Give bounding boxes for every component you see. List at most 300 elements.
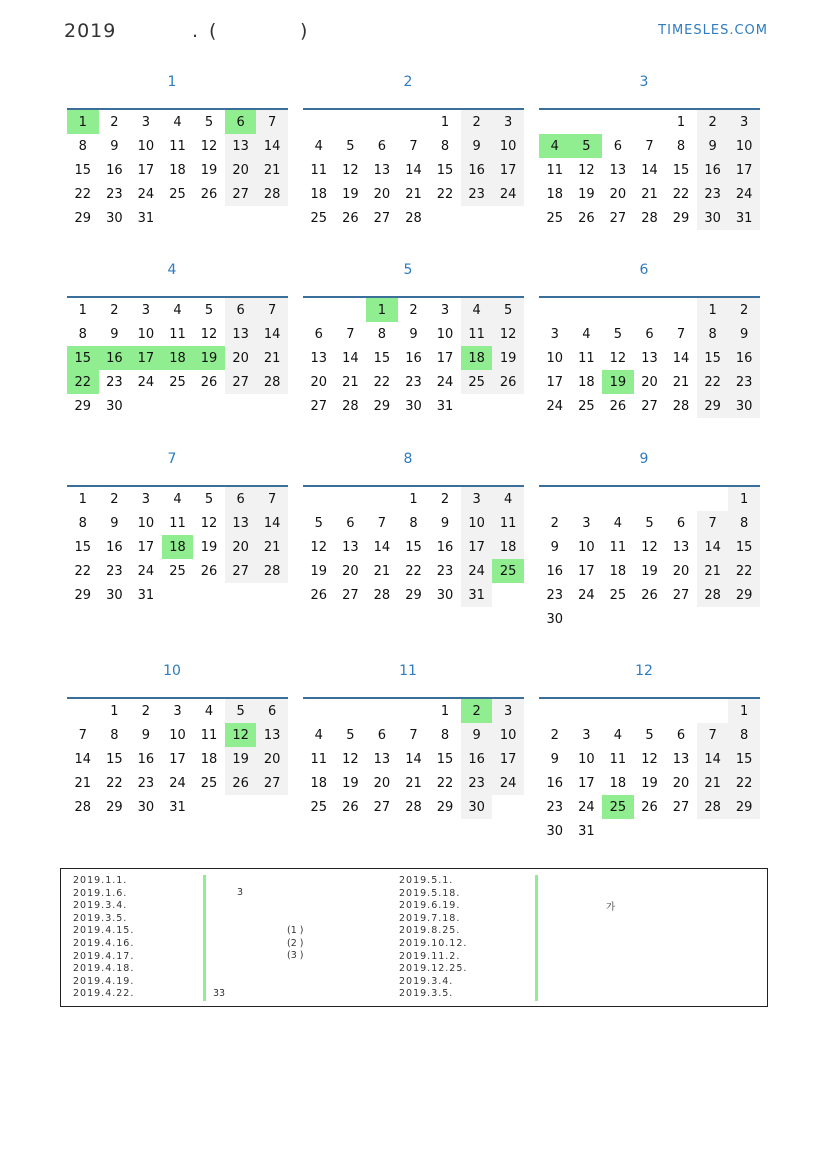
day-cell[interactable]: 26 bbox=[200, 374, 218, 390]
day-cell[interactable]: 3 bbox=[728, 110, 760, 134]
day-cell[interactable]: 10 bbox=[546, 350, 564, 366]
day-cell[interactable]: 30 bbox=[405, 398, 422, 414]
day-cell[interactable]: 27 bbox=[310, 398, 328, 414]
day-cell[interactable]: 11 bbox=[200, 727, 218, 743]
day-cell[interactable]: 25 bbox=[578, 398, 595, 414]
day-cell[interactable]: 15 bbox=[728, 535, 760, 559]
day-cell[interactable]: 13 bbox=[225, 134, 257, 158]
day-cell[interactable]: 15 bbox=[67, 346, 99, 370]
day-cell[interactable]: 29 bbox=[728, 583, 760, 607]
day-cell[interactable]: 6 bbox=[346, 515, 355, 531]
day-cell[interactable]: 19 bbox=[342, 775, 359, 791]
day-cell[interactable]: 24 bbox=[578, 799, 595, 815]
day-cell[interactable]: 7 bbox=[377, 515, 387, 531]
day-cell[interactable]: 26 bbox=[342, 799, 359, 815]
day-cell[interactable]: 17 bbox=[137, 162, 155, 178]
day-cell[interactable]: 6 bbox=[377, 138, 387, 154]
day-cell[interactable]: 29 bbox=[373, 398, 391, 414]
day-cell[interactable]: 17 bbox=[546, 374, 564, 390]
day-cell[interactable]: 20 bbox=[672, 775, 690, 791]
day-cell[interactable]: 21 bbox=[256, 346, 288, 370]
day-cell[interactable]: 9 bbox=[461, 723, 493, 747]
day-cell[interactable]: 12 bbox=[225, 723, 257, 747]
day-cell[interactable]: 10 bbox=[436, 326, 454, 342]
day-cell[interactable]: 11 bbox=[169, 326, 186, 342]
day-cell[interactable]: 18 bbox=[162, 346, 194, 370]
day-cell[interactable]: 24 bbox=[137, 186, 155, 202]
day-cell[interactable]: 27 bbox=[342, 587, 359, 603]
day-cell[interactable]: 26 bbox=[200, 186, 218, 202]
day-cell[interactable]: 19 bbox=[200, 539, 218, 555]
day-cell[interactable]: 9 bbox=[697, 134, 729, 158]
day-cell[interactable]: 28 bbox=[342, 398, 359, 414]
day-cell[interactable]: 6 bbox=[225, 110, 257, 134]
day-cell[interactable]: 4 bbox=[173, 302, 182, 318]
day-cell[interactable]: 17 bbox=[578, 563, 595, 579]
day-cell[interactable]: 4 bbox=[204, 703, 214, 719]
day-cell[interactable]: 21 bbox=[405, 186, 422, 202]
day-cell[interactable]: 24 bbox=[169, 775, 186, 791]
day-cell[interactable]: 23 bbox=[546, 799, 564, 815]
day-cell[interactable]: 15 bbox=[405, 539, 422, 555]
day-cell[interactable]: 12 bbox=[342, 751, 359, 767]
day-cell[interactable]: 29 bbox=[672, 210, 690, 226]
day-cell[interactable]: 20 bbox=[672, 563, 690, 579]
day-cell[interactable]: 22 bbox=[405, 563, 422, 579]
day-cell[interactable]: 26 bbox=[641, 799, 658, 815]
day-cell[interactable]: 27 bbox=[609, 210, 627, 226]
day-cell[interactable]: 6 bbox=[377, 727, 387, 743]
day-cell[interactable]: 29 bbox=[728, 795, 760, 819]
day-cell[interactable]: 15 bbox=[373, 350, 391, 366]
day-cell[interactable]: 3 bbox=[492, 110, 524, 134]
day-cell[interactable]: 26 bbox=[641, 587, 658, 603]
day-cell[interactable]: 17 bbox=[169, 751, 186, 767]
day-cell[interactable]: 7 bbox=[409, 138, 418, 154]
day-cell[interactable]: 13 bbox=[310, 350, 328, 366]
day-cell[interactable]: 9 bbox=[440, 515, 450, 531]
day-cell[interactable]: 14 bbox=[672, 350, 690, 366]
day-cell[interactable]: 30 bbox=[137, 799, 155, 815]
day-cell[interactable]: 20 bbox=[225, 158, 257, 182]
day-cell[interactable]: 12 bbox=[310, 539, 328, 555]
day-cell[interactable]: 21 bbox=[256, 158, 288, 182]
day-cell[interactable]: 30 bbox=[106, 587, 123, 603]
day-cell[interactable]: 27 bbox=[373, 210, 391, 226]
day-cell[interactable]: 30 bbox=[436, 587, 454, 603]
day-cell[interactable]: 16 bbox=[405, 350, 422, 366]
day-cell[interactable]: 30 bbox=[106, 398, 123, 414]
day-cell[interactable]: 11 bbox=[578, 350, 595, 366]
day-cell[interactable]: 12 bbox=[200, 515, 218, 531]
day-cell[interactable]: 4 bbox=[173, 114, 182, 130]
day-cell[interactable]: 18 bbox=[310, 775, 328, 791]
day-cell[interactable]: 9 bbox=[550, 539, 559, 555]
day-cell[interactable]: 30 bbox=[106, 210, 123, 226]
day-cell[interactable]: 19 bbox=[200, 162, 218, 178]
day-cell[interactable]: 29 bbox=[74, 210, 92, 226]
day-cell[interactable]: 1 bbox=[78, 302, 87, 318]
day-cell[interactable]: 31 bbox=[728, 206, 760, 230]
day-cell[interactable]: 5 bbox=[314, 515, 323, 531]
day-cell[interactable]: 22 bbox=[697, 370, 729, 394]
day-cell[interactable]: 8 bbox=[728, 511, 760, 535]
day-cell[interactable]: 22 bbox=[74, 563, 92, 579]
day-cell[interactable]: 1 bbox=[78, 491, 87, 507]
day-cell[interactable]: 14 bbox=[641, 162, 658, 178]
day-cell[interactable]: 29 bbox=[697, 394, 729, 418]
day-cell[interactable]: 20 bbox=[373, 186, 391, 202]
day-cell[interactable]: 27 bbox=[672, 799, 690, 815]
day-cell[interactable]: 27 bbox=[641, 398, 658, 414]
day-cell[interactable]: 5 bbox=[645, 727, 654, 743]
day-cell[interactable]: 17 bbox=[436, 350, 454, 366]
day-cell[interactable]: 14 bbox=[697, 747, 729, 771]
day-cell[interactable]: 22 bbox=[74, 186, 92, 202]
day-cell[interactable]: 9 bbox=[110, 138, 119, 154]
day-cell[interactable]: 14 bbox=[405, 162, 422, 178]
day-cell[interactable]: 23 bbox=[106, 374, 123, 390]
day-cell[interactable]: 25 bbox=[602, 795, 634, 819]
day-cell[interactable]: 7 bbox=[409, 727, 418, 743]
day-cell[interactable]: 24 bbox=[461, 559, 493, 583]
day-cell[interactable]: 18 bbox=[492, 535, 524, 559]
day-cell[interactable]: 25 bbox=[169, 563, 186, 579]
day-cell[interactable]: 30 bbox=[461, 795, 493, 819]
day-cell[interactable]: 22 bbox=[436, 775, 454, 791]
day-cell[interactable]: 19 bbox=[578, 186, 595, 202]
day-cell[interactable]: 17 bbox=[130, 346, 162, 370]
day-cell[interactable]: 14 bbox=[256, 511, 288, 535]
day-cell[interactable]: 17 bbox=[492, 747, 524, 771]
day-cell[interactable]: 21 bbox=[641, 186, 658, 202]
day-cell[interactable]: 19 bbox=[641, 775, 658, 791]
day-cell[interactable]: 20 bbox=[641, 374, 658, 390]
day-cell[interactable]: 1 bbox=[728, 699, 760, 723]
day-cell[interactable]: 25 bbox=[546, 210, 564, 226]
day-cell[interactable]: 8 bbox=[676, 138, 686, 154]
day-cell[interactable]: 14 bbox=[373, 539, 391, 555]
day-cell[interactable]: 18 bbox=[578, 374, 595, 390]
day-cell[interactable]: 16 bbox=[99, 346, 131, 370]
day-cell[interactable]: 15 bbox=[672, 162, 690, 178]
day-cell[interactable]: 13 bbox=[672, 539, 690, 555]
day-cell[interactable]: 8 bbox=[78, 138, 87, 154]
day-cell[interactable]: 2 bbox=[728, 298, 760, 322]
day-cell[interactable]: 9 bbox=[409, 326, 418, 342]
day-cell[interactable]: 8 bbox=[440, 727, 450, 743]
day-cell[interactable]: 29 bbox=[74, 587, 92, 603]
day-cell[interactable]: 31 bbox=[578, 823, 595, 839]
day-cell[interactable]: 31 bbox=[137, 210, 155, 226]
day-cell[interactable]: 14 bbox=[697, 535, 729, 559]
day-cell[interactable]: 9 bbox=[550, 751, 559, 767]
day-cell[interactable]: 21 bbox=[672, 374, 690, 390]
day-cell[interactable]: 31 bbox=[461, 583, 493, 607]
day-cell[interactable]: 7 bbox=[78, 727, 87, 743]
day-cell[interactable]: 6 bbox=[645, 326, 654, 342]
day-cell[interactable]: 29 bbox=[405, 587, 422, 603]
day-cell[interactable]: 16 bbox=[106, 539, 123, 555]
day-cell[interactable]: 16 bbox=[728, 346, 760, 370]
day-cell[interactable]: 19 bbox=[342, 186, 359, 202]
day-cell[interactable]: 8 bbox=[78, 326, 87, 342]
day-cell[interactable]: 17 bbox=[728, 158, 760, 182]
day-cell[interactable]: 11 bbox=[169, 515, 186, 531]
day-cell[interactable]: 12 bbox=[609, 350, 627, 366]
day-cell[interactable]: 27 bbox=[225, 182, 257, 206]
day-cell[interactable]: 25 bbox=[310, 799, 328, 815]
day-cell[interactable]: 8 bbox=[78, 515, 87, 531]
day-cell[interactable]: 30 bbox=[697, 206, 729, 230]
day-cell[interactable]: 28 bbox=[405, 210, 422, 226]
day-cell[interactable]: 4 bbox=[314, 727, 323, 743]
day-cell[interactable]: 12 bbox=[492, 322, 524, 346]
day-cell[interactable]: 8 bbox=[409, 515, 418, 531]
day-cell[interactable]: 5 bbox=[346, 138, 355, 154]
day-cell[interactable]: 14 bbox=[74, 751, 92, 767]
day-cell[interactable]: 28 bbox=[256, 182, 288, 206]
day-cell[interactable]: 1 bbox=[366, 298, 398, 322]
day-cell[interactable]: 28 bbox=[697, 795, 729, 819]
day-cell[interactable]: 16 bbox=[436, 539, 454, 555]
day-cell[interactable]: 16 bbox=[546, 775, 564, 791]
day-cell[interactable]: 13 bbox=[641, 350, 658, 366]
day-cell[interactable]: 25 bbox=[200, 775, 218, 791]
day-cell[interactable]: 5 bbox=[225, 699, 257, 723]
day-cell[interactable]: 15 bbox=[106, 751, 123, 767]
day-cell[interactable]: 3 bbox=[141, 491, 151, 507]
day-cell[interactable]: 5 bbox=[645, 515, 654, 531]
day-cell[interactable]: 13 bbox=[225, 511, 257, 535]
day-cell[interactable]: 6 bbox=[613, 138, 623, 154]
day-cell[interactable]: 18 bbox=[162, 535, 194, 559]
day-cell[interactable]: 3 bbox=[582, 515, 591, 531]
day-cell[interactable]: 16 bbox=[106, 162, 123, 178]
day-cell[interactable]: 25 bbox=[169, 374, 186, 390]
day-cell[interactable]: 17 bbox=[461, 535, 493, 559]
day-cell[interactable]: 11 bbox=[609, 539, 627, 555]
day-cell[interactable]: 17 bbox=[578, 775, 595, 791]
day-cell[interactable]: 23 bbox=[461, 771, 493, 795]
day-cell[interactable]: 7 bbox=[697, 723, 729, 747]
day-cell[interactable]: 8 bbox=[728, 723, 760, 747]
day-cell[interactable]: 10 bbox=[169, 727, 186, 743]
day-cell[interactable]: 26 bbox=[578, 210, 595, 226]
day-cell[interactable]: 18 bbox=[461, 346, 493, 370]
day-cell[interactable]: 13 bbox=[256, 723, 288, 747]
day-cell[interactable]: 6 bbox=[676, 727, 686, 743]
day-cell[interactable]: 16 bbox=[137, 751, 155, 767]
day-cell[interactable]: 13 bbox=[373, 751, 391, 767]
day-cell[interactable]: 18 bbox=[310, 186, 328, 202]
day-cell[interactable]: 9 bbox=[110, 326, 119, 342]
day-cell[interactable]: 2 bbox=[110, 491, 119, 507]
day-cell[interactable]: 1 bbox=[440, 114, 450, 130]
day-cell[interactable]: 23 bbox=[546, 587, 564, 603]
day-cell[interactable]: 12 bbox=[342, 162, 359, 178]
day-cell[interactable]: 20 bbox=[373, 775, 391, 791]
day-cell[interactable]: 6 bbox=[256, 699, 288, 723]
day-cell[interactable]: 23 bbox=[405, 374, 422, 390]
day-cell[interactable]: 24 bbox=[578, 587, 595, 603]
day-cell[interactable]: 15 bbox=[436, 751, 454, 767]
day-cell[interactable]: 14 bbox=[256, 322, 288, 346]
day-cell[interactable]: 26 bbox=[492, 370, 524, 394]
day-cell[interactable]: 11 bbox=[169, 138, 186, 154]
day-cell[interactable]: 19 bbox=[641, 563, 658, 579]
day-cell[interactable]: 6 bbox=[314, 326, 323, 342]
day-cell[interactable]: 28 bbox=[405, 799, 422, 815]
day-cell[interactable]: 22 bbox=[373, 374, 391, 390]
day-cell[interactable]: 16 bbox=[461, 747, 493, 771]
day-cell[interactable]: 28 bbox=[74, 799, 92, 815]
day-cell[interactable]: 1 bbox=[67, 110, 99, 134]
day-cell[interactable]: 24 bbox=[436, 374, 454, 390]
day-cell[interactable]: 22 bbox=[728, 771, 760, 795]
day-cell[interactable]: 18 bbox=[169, 162, 186, 178]
day-cell[interactable]: 29 bbox=[74, 398, 92, 414]
day-cell[interactable]: 7 bbox=[256, 298, 288, 322]
day-cell[interactable]: 22 bbox=[728, 559, 760, 583]
day-cell[interactable]: 12 bbox=[200, 138, 218, 154]
day-cell[interactable]: 12 bbox=[200, 326, 218, 342]
day-cell[interactable]: 27 bbox=[225, 370, 257, 394]
day-cell[interactable]: 26 bbox=[225, 771, 257, 795]
day-cell[interactable]: 8 bbox=[110, 727, 119, 743]
day-cell[interactable]: 30 bbox=[728, 394, 760, 418]
day-cell[interactable]: 5 bbox=[204, 491, 214, 507]
day-cell[interactable]: 26 bbox=[310, 587, 328, 603]
day-cell[interactable]: 3 bbox=[582, 727, 591, 743]
day-cell[interactable]: 30 bbox=[546, 611, 564, 627]
day-cell[interactable]: 16 bbox=[461, 158, 493, 182]
day-cell[interactable]: 27 bbox=[225, 559, 257, 583]
day-cell[interactable]: 1 bbox=[110, 703, 119, 719]
day-cell[interactable]: 2 bbox=[110, 114, 119, 130]
day-cell[interactable]: 19 bbox=[225, 747, 257, 771]
day-cell[interactable]: 18 bbox=[609, 563, 627, 579]
day-cell[interactable]: 15 bbox=[74, 539, 92, 555]
day-cell[interactable]: 7 bbox=[676, 326, 686, 342]
day-cell[interactable]: 20 bbox=[342, 563, 359, 579]
day-cell[interactable]: 20 bbox=[256, 747, 288, 771]
day-cell[interactable]: 28 bbox=[256, 370, 288, 394]
day-cell[interactable]: 8 bbox=[377, 326, 387, 342]
day-cell[interactable]: 23 bbox=[436, 563, 454, 579]
day-cell[interactable]: 5 bbox=[204, 114, 214, 130]
day-cell[interactable]: 24 bbox=[546, 398, 564, 414]
day-cell[interactable]: 14 bbox=[405, 751, 422, 767]
day-cell[interactable]: 23 bbox=[697, 182, 729, 206]
day-cell[interactable]: 21 bbox=[256, 535, 288, 559]
day-cell[interactable]: 13 bbox=[609, 162, 627, 178]
day-cell[interactable]: 16 bbox=[546, 563, 564, 579]
day-cell[interactable]: 4 bbox=[173, 491, 182, 507]
day-cell[interactable]: 2 bbox=[110, 302, 119, 318]
day-cell[interactable]: 7 bbox=[346, 326, 355, 342]
day-cell[interactable]: 4 bbox=[539, 134, 571, 158]
day-cell[interactable]: 12 bbox=[578, 162, 595, 178]
day-cell[interactable]: 19 bbox=[310, 563, 328, 579]
day-cell[interactable]: 21 bbox=[697, 771, 729, 795]
day-cell[interactable]: 29 bbox=[106, 799, 123, 815]
day-cell[interactable]: 26 bbox=[200, 563, 218, 579]
day-cell[interactable]: 12 bbox=[641, 539, 658, 555]
day-cell[interactable]: 21 bbox=[405, 775, 422, 791]
day-cell[interactable]: 24 bbox=[137, 563, 155, 579]
day-cell[interactable]: 10 bbox=[492, 723, 524, 747]
day-cell[interactable]: 28 bbox=[373, 587, 391, 603]
day-cell[interactable]: 13 bbox=[672, 751, 690, 767]
day-cell[interactable]: 3 bbox=[173, 703, 182, 719]
day-cell[interactable]: 5 bbox=[492, 298, 524, 322]
day-cell[interactable]: 19 bbox=[602, 370, 634, 394]
day-cell[interactable]: 23 bbox=[106, 563, 123, 579]
day-cell[interactable]: 14 bbox=[342, 350, 359, 366]
day-cell[interactable]: 24 bbox=[137, 374, 155, 390]
day-cell[interactable]: 31 bbox=[137, 587, 155, 603]
day-cell[interactable]: 22 bbox=[672, 186, 690, 202]
day-cell[interactable]: 13 bbox=[342, 539, 359, 555]
day-cell[interactable]: 4 bbox=[314, 138, 323, 154]
day-cell[interactable]: 21 bbox=[342, 374, 359, 390]
day-cell[interactable]: 4 bbox=[492, 487, 524, 511]
day-cell[interactable]: 23 bbox=[106, 186, 123, 202]
day-cell[interactable]: 7 bbox=[645, 138, 654, 154]
day-cell[interactable]: 7 bbox=[697, 511, 729, 535]
day-cell[interactable]: 18 bbox=[200, 751, 218, 767]
day-cell[interactable]: 10 bbox=[492, 134, 524, 158]
day-cell[interactable]: 6 bbox=[225, 487, 257, 511]
day-cell[interactable]: 17 bbox=[137, 539, 155, 555]
day-cell[interactable]: 9 bbox=[141, 727, 151, 743]
day-cell[interactable]: 2 bbox=[461, 699, 493, 723]
day-cell[interactable]: 9 bbox=[728, 322, 760, 346]
day-cell[interactable]: 19 bbox=[492, 346, 524, 370]
day-cell[interactable]: 21 bbox=[373, 563, 391, 579]
day-cell[interactable]: 5 bbox=[571, 134, 603, 158]
day-cell[interactable]: 22 bbox=[106, 775, 123, 791]
day-cell[interactable]: 28 bbox=[697, 583, 729, 607]
day-cell[interactable]: 11 bbox=[609, 751, 627, 767]
day-cell[interactable]: 8 bbox=[440, 138, 450, 154]
day-cell[interactable]: 12 bbox=[641, 751, 658, 767]
day-cell[interactable]: 18 bbox=[546, 186, 564, 202]
day-cell[interactable]: 5 bbox=[346, 727, 355, 743]
day-cell[interactable]: 15 bbox=[436, 162, 454, 178]
day-cell[interactable]: 29 bbox=[436, 799, 454, 815]
day-cell[interactable]: 27 bbox=[373, 799, 391, 815]
brand-link[interactable]: TIMESLES.COM bbox=[658, 23, 768, 38]
day-cell[interactable]: 16 bbox=[697, 158, 729, 182]
day-cell[interactable]: 22 bbox=[436, 186, 454, 202]
day-cell[interactable]: 2 bbox=[440, 491, 450, 507]
day-cell[interactable]: 11 bbox=[310, 751, 328, 767]
day-cell[interactable]: 26 bbox=[609, 398, 627, 414]
day-cell[interactable]: 2 bbox=[697, 110, 729, 134]
day-cell[interactable]: 10 bbox=[578, 751, 595, 767]
day-cell[interactable]: 9 bbox=[110, 515, 119, 531]
day-cell[interactable]: 24 bbox=[492, 771, 524, 795]
day-cell[interactable]: 3 bbox=[141, 114, 151, 130]
day-cell[interactable]: 23 bbox=[728, 370, 760, 394]
day-cell[interactable]: 31 bbox=[436, 398, 454, 414]
day-cell[interactable]: 25 bbox=[609, 587, 627, 603]
day-cell[interactable]: 11 bbox=[310, 162, 328, 178]
day-cell[interactable]: 17 bbox=[492, 158, 524, 182]
day-cell[interactable]: 20 bbox=[225, 346, 257, 370]
